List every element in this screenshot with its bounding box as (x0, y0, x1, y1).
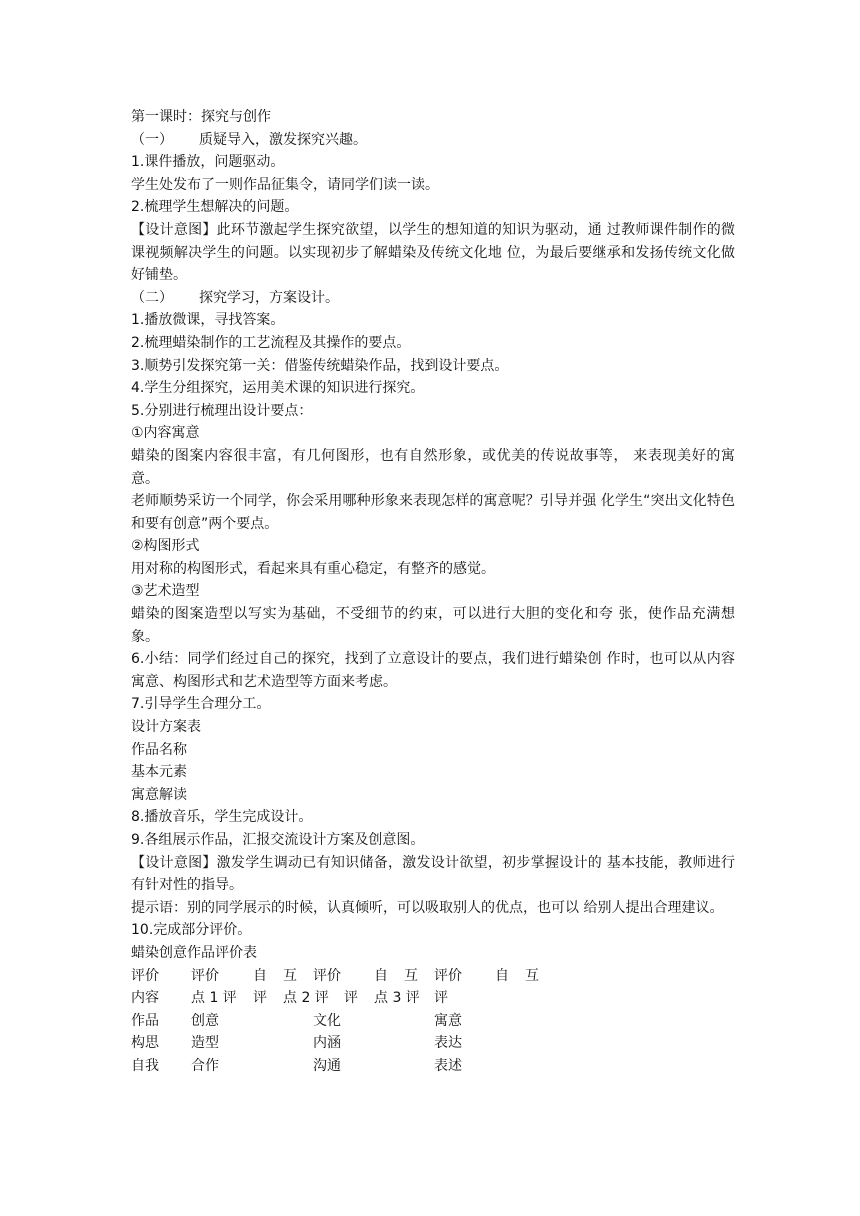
text-line: 学生处发布了一则作品征集令，请同学们读一读。 (131, 176, 439, 193)
subheading: ②构图形式 (131, 538, 200, 555)
table-cell: 寓意 (434, 1012, 462, 1029)
table-cell: 创意 (191, 1012, 219, 1029)
table-cell: 作品 (131, 1012, 159, 1029)
table-cell: 自 (253, 967, 267, 984)
section-1-text: 质疑导入，激发探究兴趣。 (199, 131, 367, 148)
evaluation-table (131, 965, 735, 1078)
table-cell: 互 (283, 967, 297, 984)
design-plan-table-title: 设计方案表 (131, 719, 201, 736)
table-cell: 互 (525, 967, 539, 984)
section-2-number: （二） (131, 289, 173, 306)
section-1-heading (131, 129, 735, 152)
table-cell: 内容 (131, 990, 159, 1007)
table-cell: 内涵 (313, 1035, 341, 1052)
section-1-number: （一） (131, 131, 173, 148)
table-cell: 点 1 评 (191, 990, 237, 1007)
text-line: 3.顺势引发探究第一关：借鉴传统蜡染作品，找到设计要点。 (131, 357, 509, 374)
text-line: 5.分别进行梳理出设计要点： (131, 402, 313, 419)
table-cell: 评 (344, 990, 358, 1007)
text-line: 用对称的构图形式，看起来具有重心稳定，有整齐的感觉。 (131, 560, 495, 577)
paragraph: 蜡染的图案造型以写实为基础，不受细节的约束，可以进行大胆的变化和夸 张，使作品充满想象。 (131, 606, 735, 645)
table-row (131, 1010, 735, 1033)
summary-paragraph: 6.小结：同学们经过自己的探究，找到了立意设计的要点，我们进行蜡染创 作时，也可以从内容寓意、构图形式和艺术造型等方面来考虑。 (131, 651, 735, 690)
table-cell: 评价 (313, 967, 341, 984)
text-line: 9.各组展示作品，汇报交流设计方案及创意图。 (131, 832, 425, 848)
table-cell: 评 (253, 990, 267, 1007)
design-intent-paragraph: 【设计意图】此环节激起学生探究欲望，以学生的想知道的知识为驱动，通 过教师课件制作的微课视频解决学生的问题。以实现初步了解蜡染及传统文化地 位，为最后要继承和发扬传统文化做好铺垫。 (131, 221, 735, 284)
table-cell: 互 (404, 967, 418, 984)
table-cell: 评价 (131, 967, 159, 984)
design-intent-paragraph: 【设计意图】激发学生调动已有知识储备，激发设计欲望，初步掌握设计的 基本技能，教师进行有针对性的指导。 (131, 854, 735, 894)
table-cell: 构思 (131, 1035, 159, 1052)
table-cell: 点 2 评 (283, 990, 329, 1007)
evaluation-table-title: 蜡染创意作品评价表 (131, 944, 257, 961)
table-cell: 沟通 (313, 1057, 341, 1074)
table-cell: 评价 (191, 967, 219, 984)
text-line: 7.引导学生合理分工。 (131, 696, 271, 713)
table-cell: 表达 (434, 1035, 462, 1052)
text-line: 4.学生分组探究，运用美术课的知识进行探究。 (131, 380, 425, 397)
table-cell: 自 (495, 967, 509, 984)
table-row (131, 965, 735, 988)
lesson-title: 第一课时：探究与创作 (131, 109, 271, 125)
text-line: 2.梳理蜡染制作的工艺流程及其操作的要点。 (131, 334, 411, 351)
section-2-text: 探究学习，方案设计。 (199, 289, 339, 306)
table-cell: 合作 (191, 1057, 219, 1074)
table-row: 作品名称 (131, 741, 187, 758)
table-row (131, 1032, 735, 1055)
prompt-paragraph: 提示语：别的同学展示的时候，认真倾听，可以吸取别人的优点，也可以 给别人提出合理建议。 (131, 899, 724, 916)
table-cell: 评 (434, 990, 448, 1007)
subheading: ③艺术造型 (131, 583, 200, 600)
table-cell: 文化 (313, 1012, 341, 1029)
paragraph: 蜡染的图案内容很丰富，有几何图形，也有自然形象，或优美的传说故事等， 来表现美好的寓意。 (131, 447, 735, 487)
table-cell: 评价 (434, 967, 462, 984)
table-cell: 自我 (131, 1057, 159, 1074)
table-cell: 自 (374, 967, 388, 984)
paragraph: 老师顺势采访一个同学，你会采用哪种形象来表现怎样的寓意呢？引导并强 化学生“突出文化特色和要有创意”两个要点。 (131, 493, 735, 532)
subheading: ①内容寓意 (131, 425, 200, 442)
text-line: 10.完成部分评价。 (131, 922, 252, 939)
document-page (131, 106, 735, 1078)
text-line: 1.课件播放，问题驱动。 (131, 154, 285, 171)
table-cell: 造型 (191, 1035, 219, 1052)
text-line: 2.梳理学生想解决的问题。 (131, 199, 299, 216)
text-line: 1.播放微课，寻找答案。 (131, 312, 285, 329)
table-row (131, 1055, 735, 1078)
table-row: 基本元素 (131, 764, 187, 781)
table-cell: 表述 (434, 1057, 462, 1074)
table-row: 寓意解读 (131, 786, 187, 803)
table-cell: 点 3 评 (374, 990, 420, 1007)
table-row (131, 987, 735, 1010)
section-2-heading (131, 287, 735, 310)
text-line: 8.播放音乐，学生完成设计。 (131, 809, 313, 826)
